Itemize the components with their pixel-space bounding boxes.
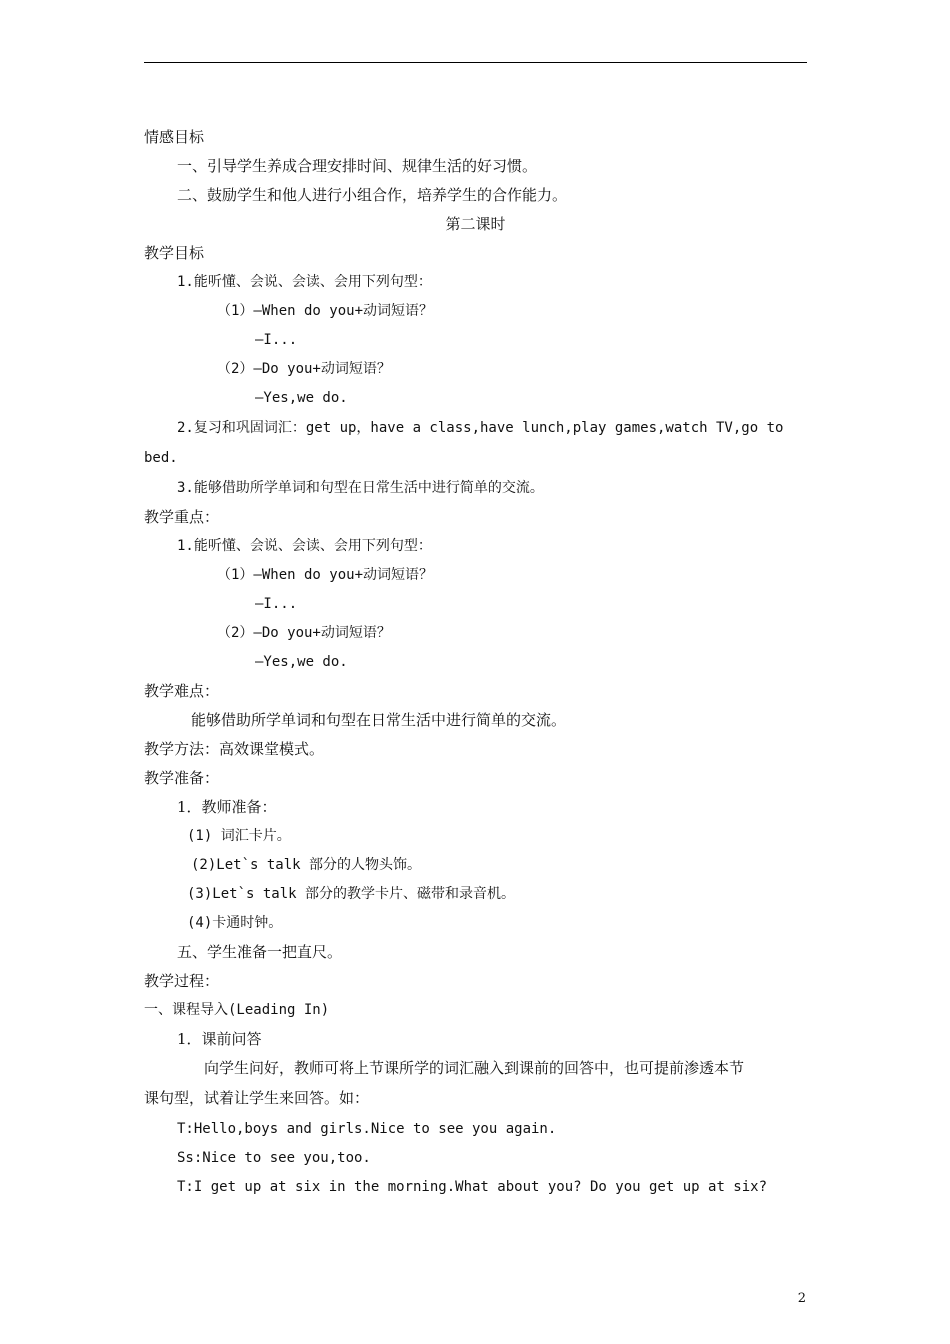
heading-process: 教学过程： xyxy=(144,972,220,990)
sub-item: (2)Let`s talk 部分的人物头饰。 xyxy=(191,857,422,873)
heading-preparation: 教学准备： xyxy=(144,769,220,787)
sentence-pattern: —I... xyxy=(255,596,298,612)
heading-affective-goals: 情感目标 xyxy=(144,128,205,146)
paragraph: 一、引导学生养成合理安排时间、规律生活的好习惯。 xyxy=(177,157,538,175)
sentence-pattern: —Yes,we do. xyxy=(255,390,348,406)
heading-teaching-goals: 教学目标 xyxy=(144,244,205,262)
dialogue-line: T:Hello,boys and girls.Nice to see you again. xyxy=(177,1121,557,1137)
paragraph: 二、鼓励学生和他人进行小组合作，培养学生的合作能力。 xyxy=(177,186,568,204)
sub-item: (3)Let`s talk 部分的教学卡片、磁带和录音机。 xyxy=(187,886,516,902)
list-item: 1.能听懂、会说、会读、会用下列句型： xyxy=(177,538,432,554)
paragraph: 向学生问好，教师可将上节课所学的词汇融入到课前的回答中，也可提前渗透本节 xyxy=(204,1059,745,1077)
sentence-pattern: （1）—When do you+动词短语？ xyxy=(217,303,434,319)
list-item: 1.能听懂、会说、会读、会用下列句型： xyxy=(177,274,432,290)
paragraph-continuation: 课句型，试着让学生来回答。如： xyxy=(144,1089,370,1107)
list-item-continuation: bed. xyxy=(144,450,178,466)
list-item: 3.能够借助所学单词和句型在日常生活中进行简单的交流。 xyxy=(177,480,544,496)
header-rule xyxy=(144,62,807,63)
heading-key-points: 教学重点： xyxy=(144,508,220,526)
sub-item: (4)卡通时钟。 xyxy=(187,915,283,931)
subheading-leading-in: 一、课程导入(Leading In) xyxy=(144,1002,330,1018)
section-title: 第二课时 xyxy=(445,215,506,233)
page-number: 2 xyxy=(797,1291,806,1306)
sentence-pattern: （1）—When do you+动词短语？ xyxy=(217,567,434,583)
paragraph: 能够借助所学单词和句型在日常生活中进行简单的交流。 xyxy=(191,711,567,729)
sentence-pattern: （2）—Do you+动词短语？ xyxy=(217,361,391,377)
sub-item: (1) 词汇卡片。 xyxy=(187,828,291,844)
heading-difficulties: 教学难点： xyxy=(144,682,220,700)
heading-method: 教学方法：高效课堂模式。 xyxy=(144,740,325,758)
sentence-pattern: —I... xyxy=(255,332,298,348)
dialogue-line: Ss:Nice to see you,too. xyxy=(177,1150,371,1166)
dialogue-line: T:I get up at six in the morning.What about you? Do you get up at six? xyxy=(177,1179,768,1195)
list-item: 五、学生准备一把直尺。 xyxy=(177,943,343,961)
sentence-pattern: —Yes,we do. xyxy=(255,654,348,670)
sentence-pattern: （2）—Do you+动词短语？ xyxy=(217,625,391,641)
list-item: 2.复习和巩固词汇：get up，have a class,have lunch,play games,watch TV,go to xyxy=(177,420,784,436)
list-item: 1．教师准备： xyxy=(177,798,277,816)
list-item: 1．课前问答 xyxy=(177,1030,262,1048)
